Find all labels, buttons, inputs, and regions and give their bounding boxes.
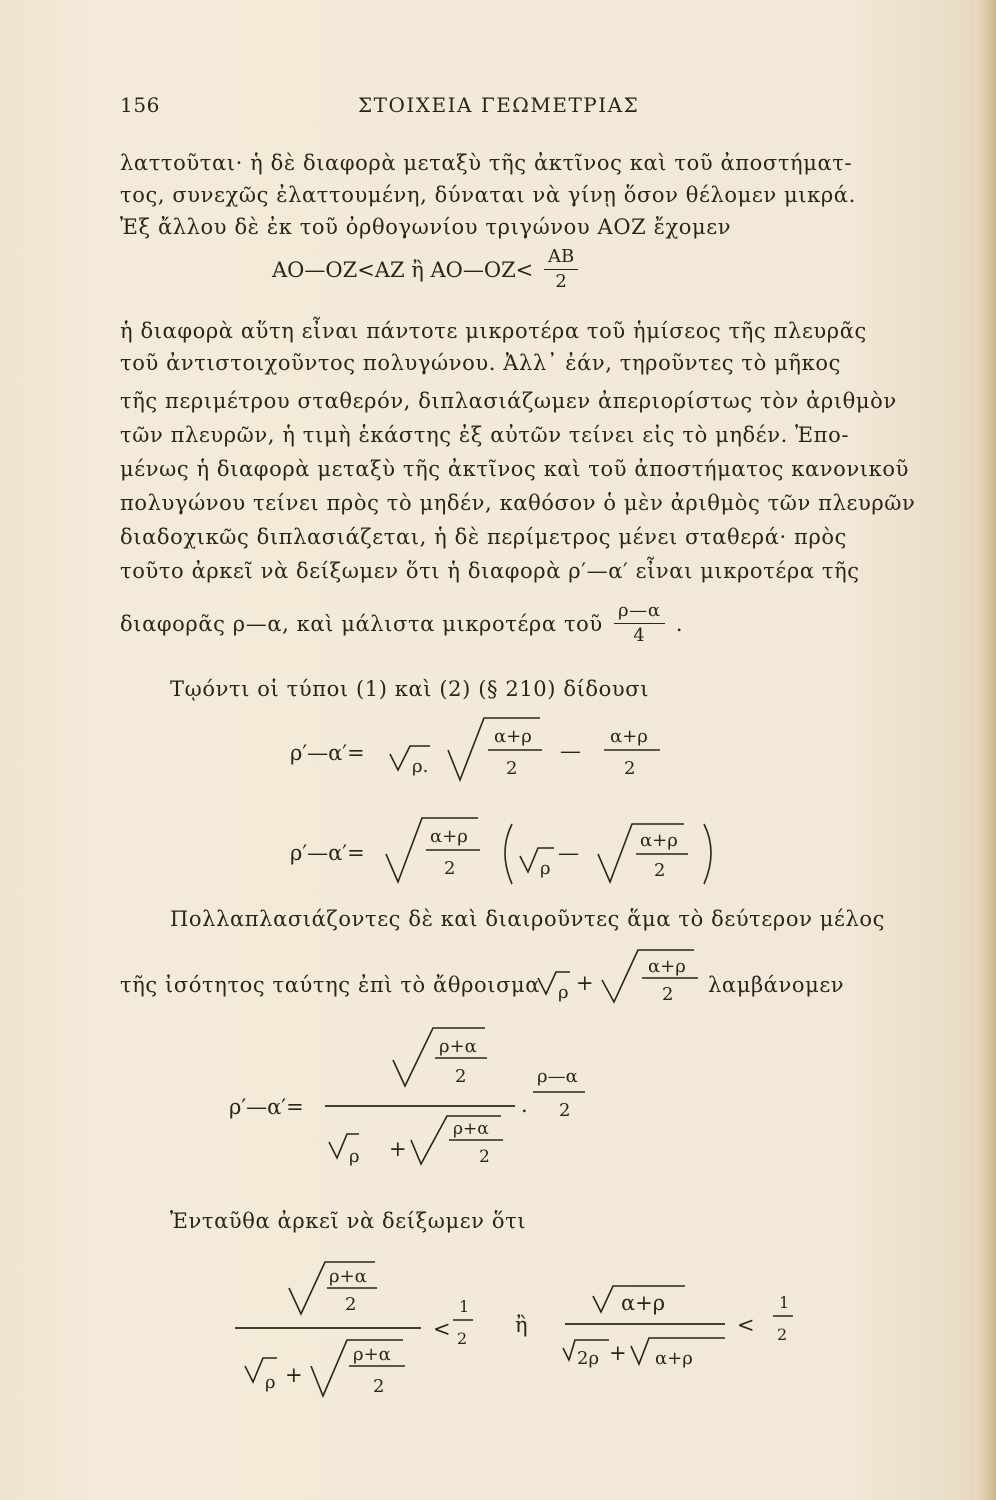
eq2-den3: 2: [654, 860, 666, 881]
fraction-rho-minus-alpha-4: [614, 600, 665, 647]
eq4-b-top: α+ρ: [621, 1291, 666, 1315]
eq4-a-bot-den: 2: [373, 1376, 385, 1397]
period: .: [675, 611, 684, 636]
page-edge: [974, 0, 996, 1500]
text-line: ἡ διαφορὰ αὕτη εἶναι πάντοτε μικροτέρα τοῦ ἡμίσεος τῆς πλευρᾶς: [120, 319, 867, 343]
eq4-h2-den: 2: [777, 1325, 788, 1344]
eq3-bot-rad: ρ: [349, 1146, 360, 1167]
equation-1: [280, 710, 700, 792]
eq2-minus: —: [558, 841, 579, 865]
text-line: διαδοχικῶς διπλασιάζεται, ἡ δὲ περίμετρος μένει σταθερά· πρὸς: [120, 525, 847, 549]
eq3-lhs: ρ′—α′=: [229, 1095, 304, 1119]
eq3-bot-den: 2: [479, 1147, 490, 1167]
eq4-h-num: 1: [459, 1297, 470, 1316]
eq2-num1: α+ρ: [430, 826, 468, 847]
text-segment: διαφορᾶς ρ—α, καὶ μάλιστα μικροτέρα τοῦ: [120, 611, 603, 636]
page-number: 156: [120, 93, 160, 117]
text-line: τῶν πλευρῶν, ἡ τιμὴ ἑκάστης ἐξ αὐτῶν τείνει εἰς τὸ μηδέν. Ἐπο-: [120, 423, 850, 447]
eq3-r-den: 2: [559, 1100, 571, 1121]
eq4-b-bot2: α+ρ: [655, 1348, 693, 1369]
text-line: Πολλαπλασιάζοντες δὲ καὶ διαιροῦντες ἅμα τὸ δεύτερον μέλος: [170, 907, 885, 931]
fraction-num: ρ—α: [614, 600, 665, 624]
equation-2: [280, 810, 740, 892]
eq4-a-top-den: 2: [345, 1294, 357, 1315]
sum-plus: +: [576, 971, 594, 995]
inequality-1-left: ΑΟ—ΟΖ<ΑΖ ἢ ΑΟ—ΟΖ<: [272, 257, 534, 282]
text-line: μένως ἡ διαφορὰ μεταξὺ τῆς ἀκτῖνος καὶ τοῦ ἀποστήματος κανονικοῦ: [120, 457, 909, 481]
eq4-h-den: 2: [457, 1329, 468, 1348]
eq4-a-top-num: ρ+α: [329, 1266, 367, 1287]
eq4-or: ἢ: [515, 1313, 528, 1337]
eq1-num2: α+ρ: [610, 726, 648, 747]
fraction-den: 4: [633, 625, 646, 646]
fraction-num: ΑΒ: [544, 246, 578, 270]
eq4-a-bot-num: ρ+α: [353, 1344, 391, 1365]
eq3-bot-num: ρ+α: [453, 1119, 489, 1139]
eq4-b-plus: +: [609, 1341, 627, 1365]
eq1-lhs: ρ′—α′=: [290, 741, 365, 765]
eq3-top-num: ρ+α: [439, 1036, 477, 1057]
text-line: Ἐξ ἄλλου δὲ ἐκ τοῦ ὀρθογωνίου τριγώνου ΑΟΖ ἔχομεν: [120, 215, 732, 239]
eq3-dot: .: [521, 1093, 528, 1117]
eq4-lt1: <: [433, 1317, 451, 1341]
eq4-b-bot1: 2ρ: [577, 1348, 600, 1369]
inequality-1: [272, 246, 582, 293]
eq2-lhs: ρ′—α′=: [290, 841, 365, 865]
fraction-den: 2: [555, 271, 567, 292]
eq1-den1: 2: [506, 758, 518, 779]
eq4-a-bot-rad: ρ: [265, 1372, 276, 1393]
eq2-num3: α+ρ: [640, 830, 678, 851]
eq4-a-plus: +: [285, 1363, 303, 1387]
eq3-top-den: 2: [455, 1066, 467, 1087]
text-line: τῆς περιμέτρου σταθερόν, διπλασιάζωμεν ἀπεριορίστως τὸν ἀριθμὸν: [120, 389, 897, 413]
eq2-rad2: ρ: [540, 858, 551, 879]
equation-4: [225, 1248, 845, 1408]
text-line-with-fraction: [120, 600, 683, 647]
fraction-ab-2: [544, 246, 578, 293]
eq3-plus: +: [389, 1137, 407, 1161]
sum-expression: [530, 944, 730, 1004]
eq1-den2: 2: [624, 758, 636, 779]
sum-num: α+ρ: [648, 956, 686, 977]
eq4-h2-num: 1: [779, 1293, 790, 1312]
text-line: τῆς ἰσότητος ταύτης ἐπὶ τὸ ἄθροισμα: [120, 973, 541, 997]
running-title: ΣΤΟΙΧΕΙΑ ΓΕΩΜΕΤΡΙΑΣ: [358, 93, 640, 117]
eq1-num1: α+ρ: [494, 726, 532, 747]
text-line: λαμβάνομεν: [708, 973, 845, 997]
sum-rad: ρ: [558, 982, 569, 1003]
eq1-minus: —: [560, 739, 581, 763]
eq1-rad1: ρ.: [412, 756, 429, 777]
sum-den: 2: [662, 984, 674, 1004]
text-line: τος, συνεχῶς ἐλαττουμένη, δύναται νὰ γίνῃ ὅσον θέλομεν μικρά.: [120, 183, 856, 207]
text-line: πολυγώνου τείνει πρὸς τὸ μηδέν, καθόσον ὁ μὲν ἀριθμὸς τῶν πλευρῶν: [120, 491, 916, 515]
equation-3: [225, 1020, 645, 1180]
eq3-r-num: ρ—α: [537, 1066, 578, 1087]
text-line: τοῦ ἀντιστοιχοῦντος πολυγώνου. Ἀλλ᾽ ἐάν, τηροῦντες τὸ μῆκος: [120, 351, 841, 375]
text-line: τοῦτο ἀρκεῖ νὰ δείξωμεν ὅτι ἡ διαφορὰ ρ′—α′ εἶναι μικροτέρα τῆς: [120, 559, 860, 583]
text-line: λαττοῦται· ἡ δὲ διαφορὰ μεταξὺ τῆς ἀκτῖνος καὶ τοῦ ἀποστήματ-: [120, 151, 853, 175]
text-line: Ἐνταῦθα ἀρκεῖ νὰ δείξωμεν ὅτι: [170, 1209, 527, 1233]
eq4-lt2: <: [737, 1313, 755, 1337]
text-line: Τῳόντι οἱ τύποι (1) καὶ (2) (§ 210) δίδουσι: [170, 677, 650, 701]
eq2-den1: 2: [444, 858, 456, 879]
